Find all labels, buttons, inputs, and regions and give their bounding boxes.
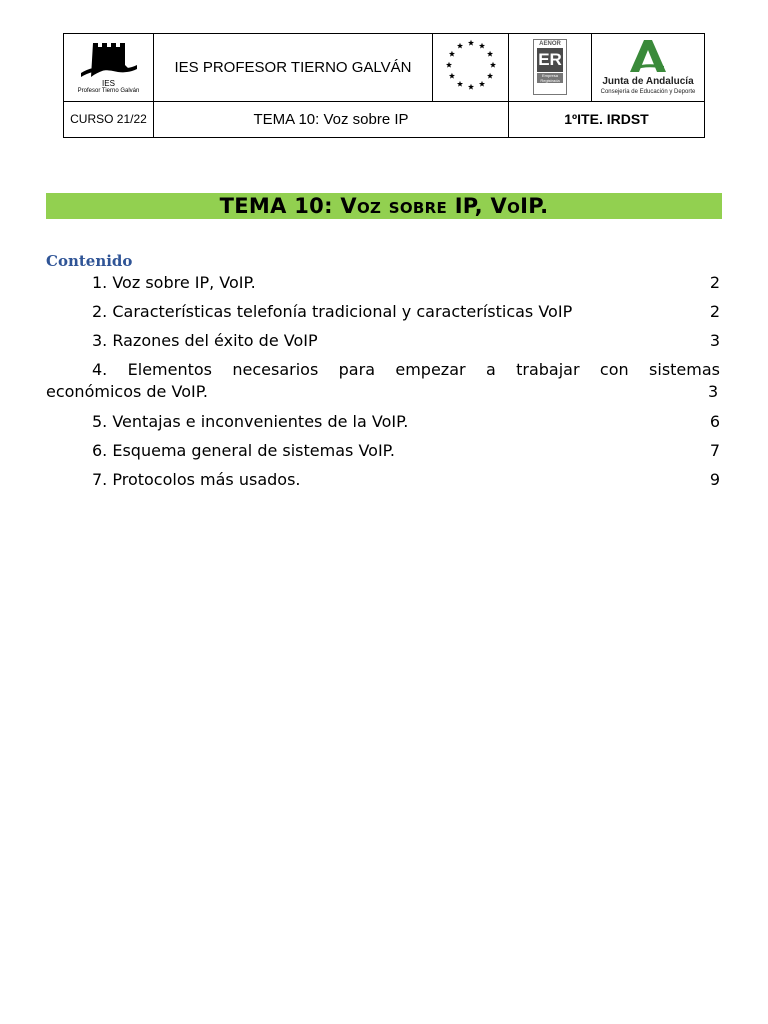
aenor-logo-cell bbox=[509, 34, 592, 102]
eu-star-icon bbox=[456, 81, 462, 87]
course-year: CURSO 21/22 bbox=[64, 101, 154, 137]
eu-star-icon bbox=[487, 51, 493, 57]
toc-entry-page: 9 bbox=[709, 470, 720, 489]
toc-entry-5[interactable] bbox=[46, 411, 720, 440]
eu-star-icon bbox=[448, 51, 454, 57]
toc-entry-page: 6 bbox=[709, 412, 720, 431]
eu-star-icon bbox=[456, 43, 462, 49]
page-title bbox=[46, 193, 722, 219]
eu-star-icon bbox=[448, 73, 454, 79]
toc-entry-text: 6. Esquema general de sistemas VoIP. bbox=[92, 441, 395, 460]
document-header bbox=[63, 33, 705, 138]
junta-andalucia-icon bbox=[628, 38, 668, 74]
eu-star-icon bbox=[467, 84, 473, 90]
header-topic: TEMA 10: Voz sobre IP bbox=[154, 101, 509, 137]
title-part-3: IP, bbox=[447, 194, 491, 218]
toc-entry-3[interactable] bbox=[46, 330, 720, 359]
ies-logo bbox=[64, 39, 153, 95]
aenor-caption: Empresa Registrada bbox=[537, 73, 563, 83]
ies-logo-label: IES bbox=[102, 79, 115, 89]
aenor-label: AENOR bbox=[539, 41, 561, 48]
aenor-er-icon bbox=[533, 39, 567, 95]
junta-name: Junta de Andalucía bbox=[602, 76, 694, 88]
toc-entry-page: 7 bbox=[709, 441, 720, 460]
toc-entry-page: 3 bbox=[708, 382, 719, 401]
title-part-1: TEMA 10: bbox=[219, 194, 341, 218]
title-part-5: IP. bbox=[520, 194, 549, 218]
toc-entry-text: 1. Voz sobre IP, VoIP. bbox=[92, 273, 256, 292]
junta-logo-cell bbox=[592, 34, 705, 102]
toc-entry-text: 7. Protocolos más usados. bbox=[92, 470, 301, 489]
toc-entry-4[interactable] bbox=[46, 359, 720, 411]
toc-entry-1[interactable] bbox=[46, 272, 720, 301]
aenor-mark: ER bbox=[537, 48, 563, 72]
toc-entry-text: 2. Características telefonía tradicional y características VoIP bbox=[92, 302, 573, 321]
eu-star-icon bbox=[467, 40, 473, 46]
eu-star-icon bbox=[489, 62, 495, 68]
toc-entry-page: 2 bbox=[709, 302, 720, 321]
toc-entry-text: 3. Razones del éxito de VoIP bbox=[92, 331, 318, 350]
school-name: IES PROFESOR TIERNO GALVÁN bbox=[154, 34, 433, 102]
toc-heading: Contenido bbox=[46, 252, 133, 270]
toc-entry-6[interactable] bbox=[46, 440, 720, 469]
eu-star-icon bbox=[478, 81, 484, 87]
junta-subtitle: Consejería de Educación y Deporte bbox=[600, 89, 696, 96]
course-group: 1ºITE. IRDST bbox=[509, 101, 705, 137]
eu-star-icon bbox=[478, 43, 484, 49]
toc-entry-line2 bbox=[46, 381, 720, 403]
title-part-2: Voz sobre bbox=[340, 194, 448, 218]
ies-logo-cell bbox=[64, 34, 154, 102]
eu-star-icon bbox=[487, 73, 493, 79]
toc-entry-text-line2: económicos de VoIP. bbox=[46, 382, 208, 401]
toc-entry-7[interactable] bbox=[46, 469, 720, 498]
eu-logo-cell bbox=[433, 34, 509, 102]
toc-entry-page: 3 bbox=[709, 331, 720, 350]
junta-logo bbox=[592, 38, 704, 96]
toc-entry-text: 5. Ventajas e inconvenientes de la VoIP. bbox=[92, 412, 409, 431]
ies-logo-subtitle: Profesor Tierno Galván bbox=[77, 88, 140, 95]
table-of-contents bbox=[46, 272, 720, 498]
toc-entry-page: 2 bbox=[709, 273, 720, 292]
toc-entry-2[interactable] bbox=[46, 301, 720, 330]
eu-stars-icon bbox=[441, 35, 501, 95]
title-part-4: Vo bbox=[490, 194, 521, 218]
eu-star-icon bbox=[445, 62, 451, 68]
toc-entry-text-line1: 4. Elementos necesarios para empezar a trabajar con sistemas bbox=[92, 360, 720, 379]
castle-tower-icon bbox=[79, 39, 139, 79]
